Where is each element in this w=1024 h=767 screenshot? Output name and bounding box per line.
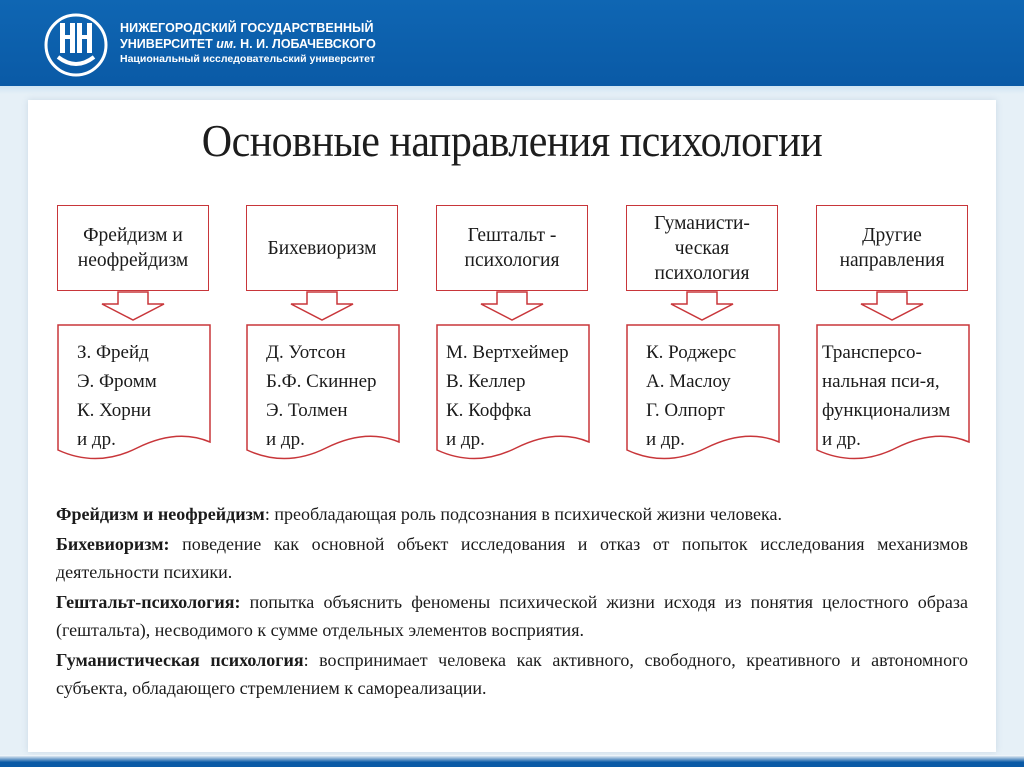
name-item: З. Фрейд: [77, 342, 149, 363]
category-box-gestalt: Гештальт - психология: [436, 205, 588, 291]
name-item: нальная пси-я,: [822, 371, 940, 392]
description-paragraph: [56, 588, 968, 644]
category-box-freudianism: Фрейдизм и неофрейдизм: [57, 205, 209, 291]
names-document-freudianism: [57, 324, 215, 466]
description-text: преобладающая роль подсознания в психической жизни человека.: [269, 504, 783, 524]
name-item: Э. Фромм: [77, 371, 157, 392]
university-word: УНИВЕРСИТЕТ: [120, 37, 213, 51]
description-text: попытка объяснить феномены психической жизни исходя из понятия целостного образа (гештальта), несводимого к сумме отдельных элементов восприятия.: [56, 592, 968, 640]
name-item: В. Келлер: [446, 371, 526, 392]
descriptions-block: [56, 500, 968, 704]
names-document-other: [816, 324, 974, 466]
names-document-humanistic: [626, 324, 784, 466]
name-item: К. Хорни: [77, 400, 152, 421]
description-paragraph: [56, 500, 968, 528]
name-item: и др.: [266, 429, 305, 450]
description-term: Гуманистическая психология: [56, 650, 304, 670]
slide-title: Основные направления психологии: [201, 117, 823, 167]
down-arrow-icon: [287, 291, 357, 321]
university-name-line2: [120, 37, 376, 51]
description-paragraph: [56, 530, 968, 586]
category-box-humanistic: Гуманисти- ческая психология: [626, 205, 778, 291]
name-item: М. Вертхеймер: [446, 342, 569, 363]
description-paragraph: [56, 646, 968, 702]
university-im: им.: [216, 37, 237, 51]
university-name-line1: НИЖЕГОРОДСКИЙ ГОСУДАРСТВЕННЫЙ: [120, 21, 374, 35]
footer-band: [0, 755, 1024, 767]
description-term: Бихевиоризм:: [56, 534, 170, 554]
header-stripe: [0, 86, 1024, 94]
name-item: и др.: [646, 429, 685, 450]
name-item: Д. Уотсон: [266, 342, 346, 363]
description-term: Гештальт-психология:: [56, 592, 241, 612]
name-item: А. Маслоу: [646, 371, 731, 392]
name-item: и др.: [822, 429, 861, 450]
description-text: воспринимает человека как активного, свободного, креативного и автономного субъекта, обладающего стремлением к самореализации.: [56, 650, 968, 698]
description-separator: :: [303, 650, 309, 670]
names-document-gestalt: [436, 324, 594, 466]
category-box-behaviorism: Бихевиоризм: [246, 205, 398, 291]
names-document-behaviorism: [246, 324, 404, 466]
university-namesake: Н. И. ЛОБАЧЕВСКОГО: [240, 37, 376, 51]
down-arrow-icon: [477, 291, 547, 321]
university-subtitle: Национальный исследовательский университет: [120, 53, 375, 65]
down-arrow-icon: [667, 291, 737, 321]
name-item: Трансперсо-: [822, 342, 922, 363]
name-item: К. Роджерс: [646, 342, 737, 363]
name-item: и др.: [446, 429, 485, 450]
name-item: Б.Ф. Скиннер: [266, 371, 377, 392]
description-text: поведение как основной объект исследования и отказ от попыток исследования механизмов деятельности психики.: [56, 534, 968, 582]
name-item: Г. Олпорт: [646, 400, 725, 421]
category-box-other: Другие направления: [816, 205, 968, 291]
down-arrow-icon: [857, 291, 927, 321]
description-term: Фрейдизм и неофрейдизм: [56, 504, 265, 524]
description-separator: :: [264, 504, 270, 524]
name-item: Э. Толмен: [266, 400, 348, 421]
down-arrow-icon: [98, 291, 168, 321]
name-item: и др.: [77, 429, 116, 450]
name-item: функционализм: [822, 400, 951, 421]
university-logo: [44, 13, 108, 77]
name-item: К. Коффка: [446, 400, 532, 421]
